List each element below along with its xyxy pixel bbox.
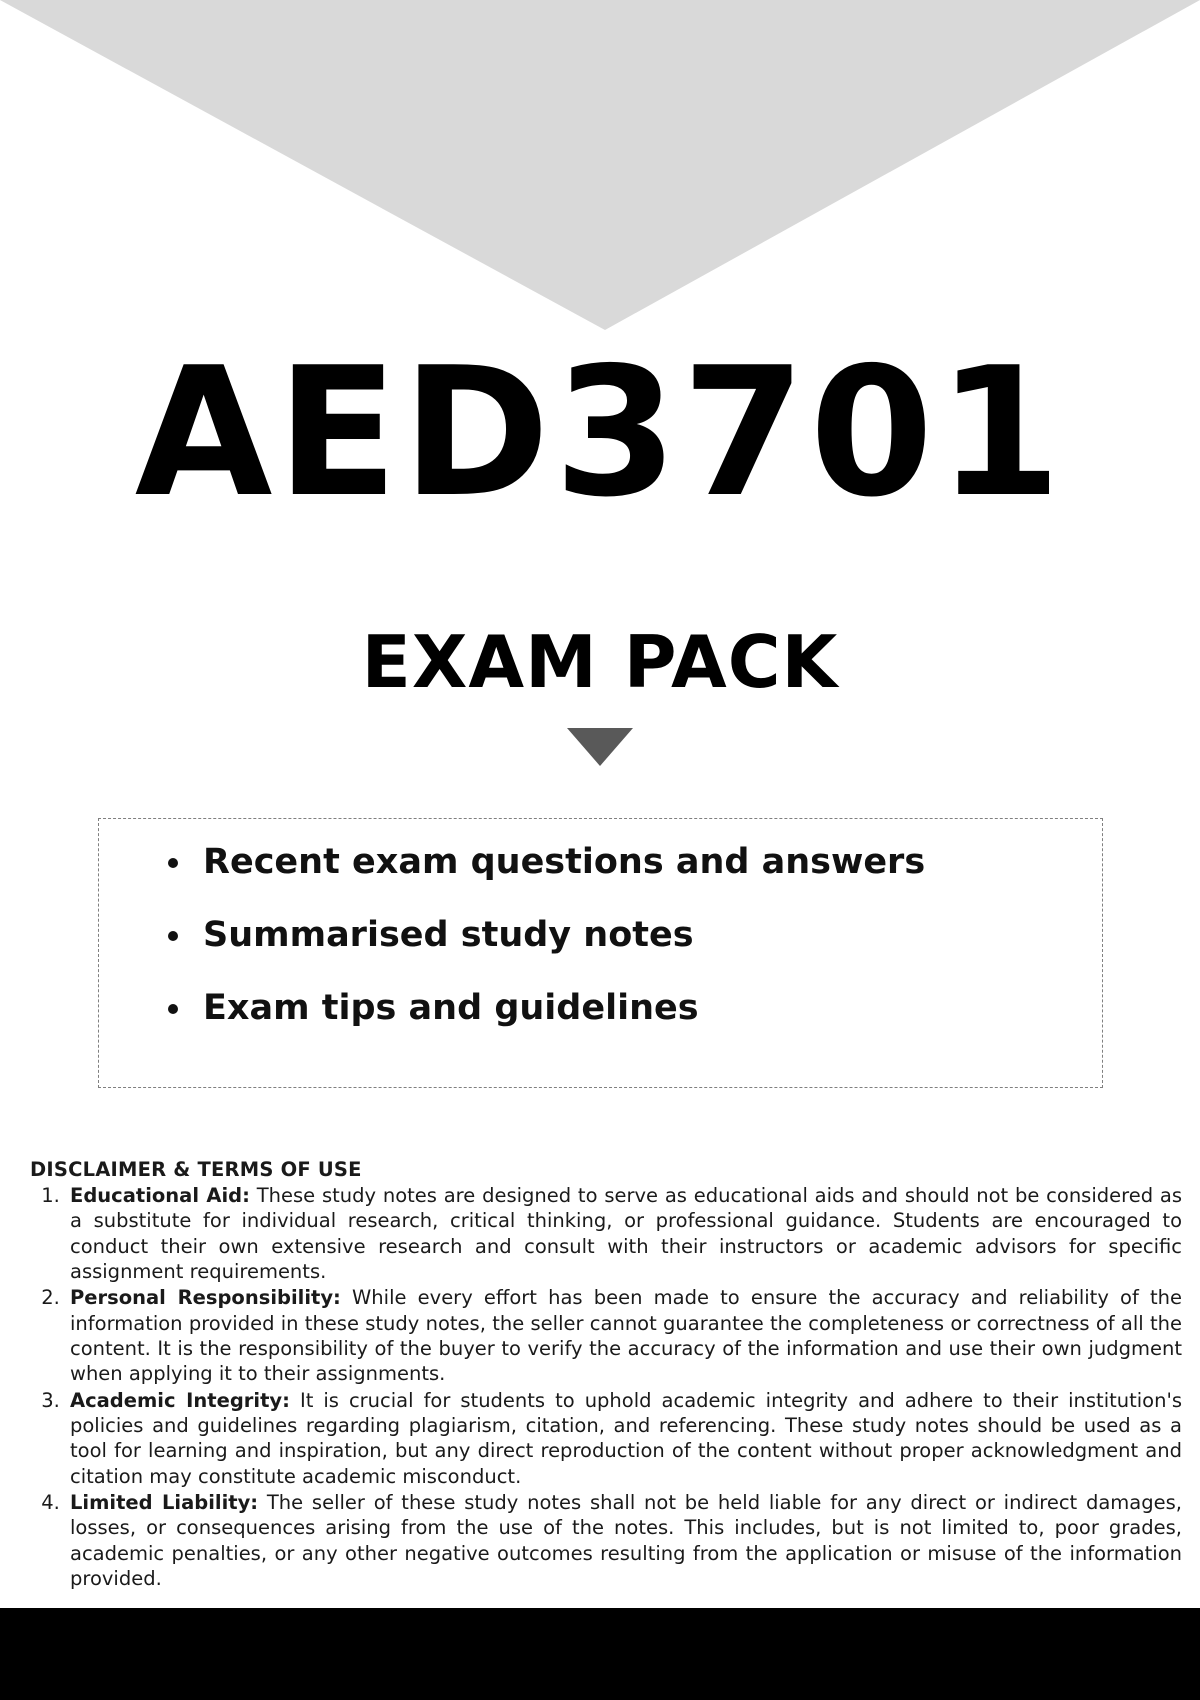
arrow-down-icon: [567, 728, 633, 766]
features-list: [159, 842, 1062, 1028]
terms-item-text: While every effort has been made to ensure the accuracy and reliability of the information provided in these study notes, the seller cannot guarantee the completeness or correctness of all the content. It is the responsibility of the buyer to verify the accuracy of the information and use their own judgment when applying it to their assignments.: [70, 1286, 1182, 1386]
terms-item-lead: Limited Liability:: [70, 1491, 259, 1515]
terms-item-text: It is crucial for students to uphold academic integrity and adhere to their institution's policies and guidelines regarding plagiarism, citation, and referencing. These study notes should be used as a tool for learning and inspiration, but any direct reproduction of the content without proper acknowledgment and citation may constitute academic misconduct.: [70, 1388, 1182, 1488]
terms-item-lead: Personal Responsibility:: [70, 1286, 341, 1310]
chevron-banner-decoration: [0, 0, 1200, 330]
terms-item-lead: Educational Aid:: [70, 1184, 250, 1207]
document-type-heading: EXAM PACK: [361, 620, 839, 704]
list-item: • Recent exam questions and answers: [195, 845, 1062, 880]
disclaimer-heading: DISCLAIMER & TERMS OF USE: [30, 1158, 362, 1181]
footer-bar: [0, 1608, 1200, 1700]
terms-item: [66, 1388, 1182, 1489]
terms-item: [66, 1490, 1182, 1591]
terms-item-text: The seller of these study notes shall not be held liable for any direct or indirect damages, losses, or consequences arising from the use of the notes. This includes, but is not limited to, poor grades, academic penalties, or any other negative outcomes resulting from the application or misuse of the information provided.: [70, 1491, 1182, 1591]
list-item: • Exam tips and guidelines: [195, 991, 1062, 1026]
terms-item-text: These study notes are designed to serve as educational aids and should not be considered as a substitute for individual research, critical thinking, or professional guidance. Students are encouraged to conduct their own extensive research and consult with their instructors or academic advisors for specific assignment requirements.: [70, 1184, 1183, 1284]
disclaimer-section: [22, 1158, 1182, 1593]
list-item: • Summarised study notes: [195, 918, 1062, 953]
terms-item-lead: Academic Integrity:: [70, 1388, 290, 1412]
terms-item: [66, 1183, 1182, 1284]
terms-list: [22, 1183, 1182, 1592]
page-title: AED3701: [134, 329, 1066, 536]
features-box: [98, 818, 1103, 1088]
terms-item: [66, 1285, 1182, 1386]
